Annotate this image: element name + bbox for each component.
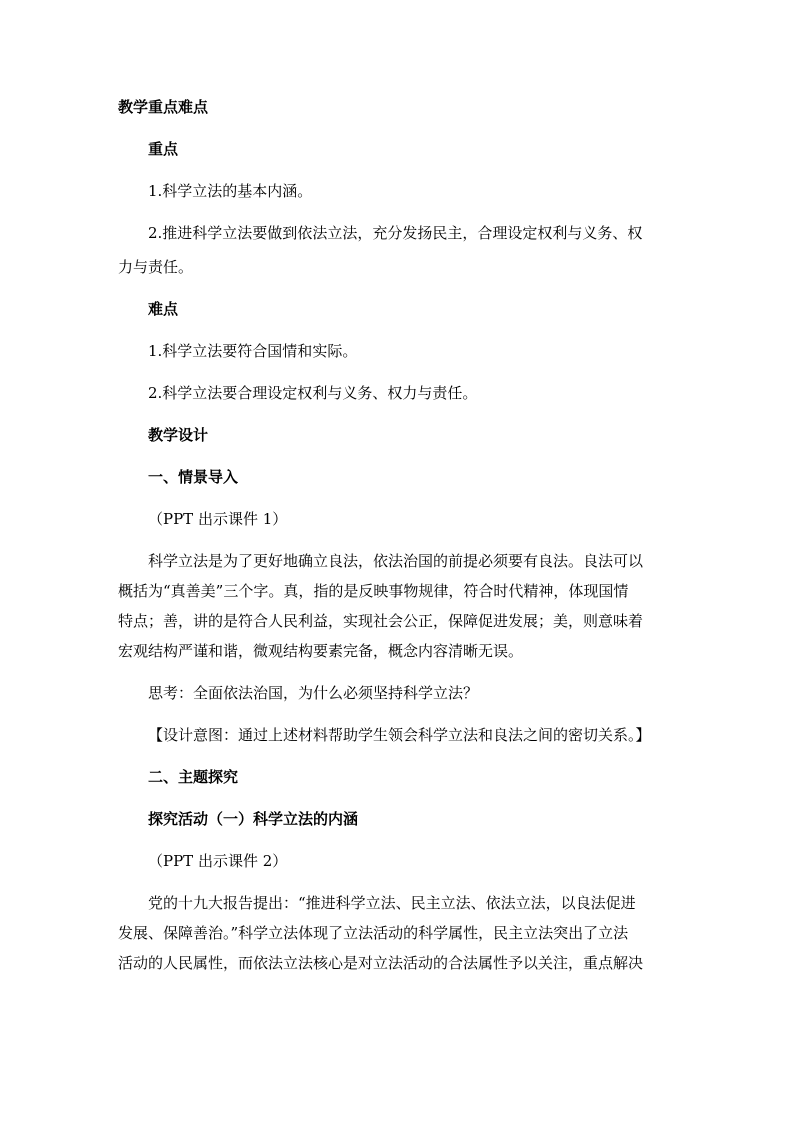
subheading-key: 重点 — [148, 140, 179, 158]
ppt-note-2: （PPT 出示课件 2） — [148, 852, 288, 870]
key-point-1: 1.科学立法的基本内涵。 — [148, 182, 313, 200]
paragraph-1-line-1: 科学立法是为了更好地确立良法，依法治国的前提必须要有良法。良法可以 — [148, 552, 644, 570]
section-2-title: 二、主题探究 — [148, 768, 239, 786]
paragraph-2-line-1: 党的十九大报告提出：“推进科学立法、民主立法、依法立法，以良法促进 — [148, 894, 636, 912]
document-body — [118, 97, 678, 974]
difficult-point-1: 1.科学立法要符合国情和实际。 — [148, 342, 358, 360]
heading-key-points: 教学重点难点 — [118, 98, 209, 116]
paragraph-2-line-2: 发展、保障善治。”科学立法体现了立法活动的科学属性，民主立法突出了立法 — [118, 924, 629, 942]
activity-1-title: 探究活动（一）科学立法的内涵 — [148, 810, 359, 828]
subheading-difficult: 难点 — [148, 300, 179, 318]
difficult-point-2: 2.科学立法要合理设定权利与义务、权力与责任。 — [148, 384, 478, 402]
key-point-2-line-1: 2.推进科学立法要做到依法立法，充分发扬民主，合理设定权利与义务、权 — [148, 224, 643, 242]
paragraph-2-line-3: 活动的人民属性，而依法立法核心是对立法活动的合法属性予以关注，重点解决 — [118, 954, 644, 972]
design-intent: 【设计意图：通过上述材料帮助学生领会科学立法和良法之间的密切关系。】 — [148, 726, 651, 744]
ppt-note-1: （PPT 出示课件 1） — [148, 510, 288, 528]
section-1-title: 一、情景导入 — [148, 468, 239, 486]
paragraph-1-line-3: 特点；善，讲的是符合人民利益，实现社会公正，保障促进发展；美，则意味着 — [118, 612, 644, 630]
key-point-2-line-2: 力与责任。 — [118, 258, 194, 276]
think-question: 思考：全面依法治国，为什么必须坚持科学立法？ — [148, 684, 479, 702]
paragraph-1-line-4: 宏观结构严谨和谐，微观结构要素完备，概念内容清晰无误。 — [118, 642, 524, 660]
paragraph-1-line-2: 概括为“真善美”三个字。真，指的是反映事物规律，符合时代精神，体现国情 — [118, 582, 629, 600]
heading-design: 教学设计 — [148, 426, 209, 444]
